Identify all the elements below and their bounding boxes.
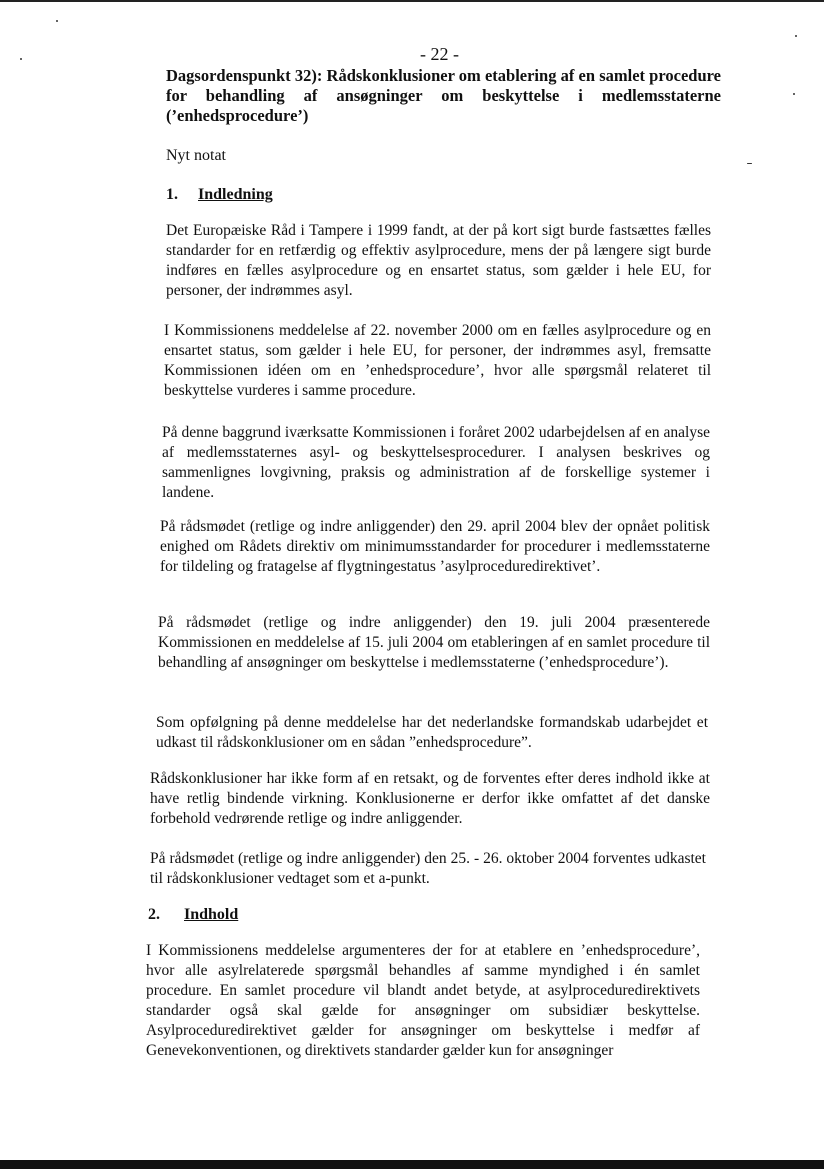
scan-speck: [20, 58, 22, 60]
paragraph: I Kommissionens meddelelse argumenteres der for at etablere en ’enhedsprocedure’, hvor alle asylrelaterede spørgsmål behandles af samme myndighed i én samlet procedure. En samlet procedure vil blandt andet betyde, at asylproceduredirektivets standarder også skal gælde for ansøgninger om subsidiær beskyttelse. Asylproceduredirektivet gælder for ansøgninger om beskyttelse i medfør af Genevekonventionen, og direktivets standarder gælder kun for ansøgninger: [146, 942, 700, 1059]
paragraph: På denne baggrund iværksatte Kommissionen i foråret 2002 udarbejdelsen af en analyse af medlemsstaternes asyl- og beskyttelsesprocedurer. I analysen beskrives og sammenlignes lovgivning, praksis og administration af de forskellige systemer i landene.: [162, 424, 710, 501]
paragraph: Som opfølgning på denne meddelelse har det nederlandske formandskab udarbejdet et udkast til rådskonklusioner om en sådan ”enhedsprocedure”.: [156, 714, 708, 751]
note-label: Nyt notat: [166, 147, 226, 164]
section-number: 1.: [166, 186, 178, 203]
agenda-heading: Dagsordenspunkt 32): Rådskonklusioner om etablering af en samlet procedure for behandling af ansøgninger om beskyttelse i medlemsstaterne (’enhedsprocedure’): [166, 66, 721, 125]
scan-top-edge: [0, 0, 824, 2]
scan-speck: [56, 20, 58, 22]
page-number: - 22 -: [420, 44, 459, 64]
section-title-indledning: Indledning: [198, 186, 273, 203]
scan-bottom-edge: [0, 1160, 824, 1169]
scan-speck: [795, 35, 797, 37]
paragraph: På rådsmødet (retlige og indre anliggender) den 29. april 2004 blev der opnået politisk enighed om Rådets direktiv om minimumsstandarder for procedurer i medlemsstaterne for tildeling og fratagelse af flygtningestatus ’asylproceduredirektivet’.: [160, 518, 710, 575]
scan-speck: [793, 93, 795, 95]
section-number: 2.: [148, 906, 160, 923]
paragraph: På rådsmødet (retlige og indre anliggender) den 25. - 26. oktober 2004 forventes udkastet til rådskonklusioner vedtaget som et a-punkt.: [150, 850, 706, 887]
scan-speck: [747, 163, 752, 164]
paragraph: På rådsmødet (retlige og indre anliggender) den 19. juli 2004 præsenterede Kommissionen en meddelelse af 15. juli 2004 om etableringen af en samlet procedure til behandling af ansøgninger om beskyttelse i medlemsstaterne (’enhedsprocedure’).: [158, 614, 710, 671]
paragraph: I Kommissionens meddelelse af 22. november 2000 om en fælles asylprocedure og en ensartet status, som gælder i hele EU, for personer, der indrømmes asyl, fremsatte Kommissionen idéen om en ’enhedsprocedure’, hvor alle spørgsmål relateret til beskyttelse vurderes i samme procedure.: [164, 322, 711, 399]
paragraph: Det Europæiske Råd i Tampere i 1999 fandt, at der på kort sigt burde fastsættes fælles standarder for en retfærdig og effektiv asylprocedure, mens der på længere sigt burde indføres en fælles asylprocedure og en ensartet status, som gælder i hele EU, for personer, der indrømmes asyl.: [166, 222, 711, 299]
paragraph: Rådskonklusioner har ikke form af en retsakt, og de forventes efter deres indhold ikke at have retlig bindende virkning. Konklusionerne er derfor ikke omfattet af det danske forbehold vedrørende retlige og indre anliggender.: [150, 770, 710, 827]
section-title-indhold: Indhold: [184, 906, 239, 923]
